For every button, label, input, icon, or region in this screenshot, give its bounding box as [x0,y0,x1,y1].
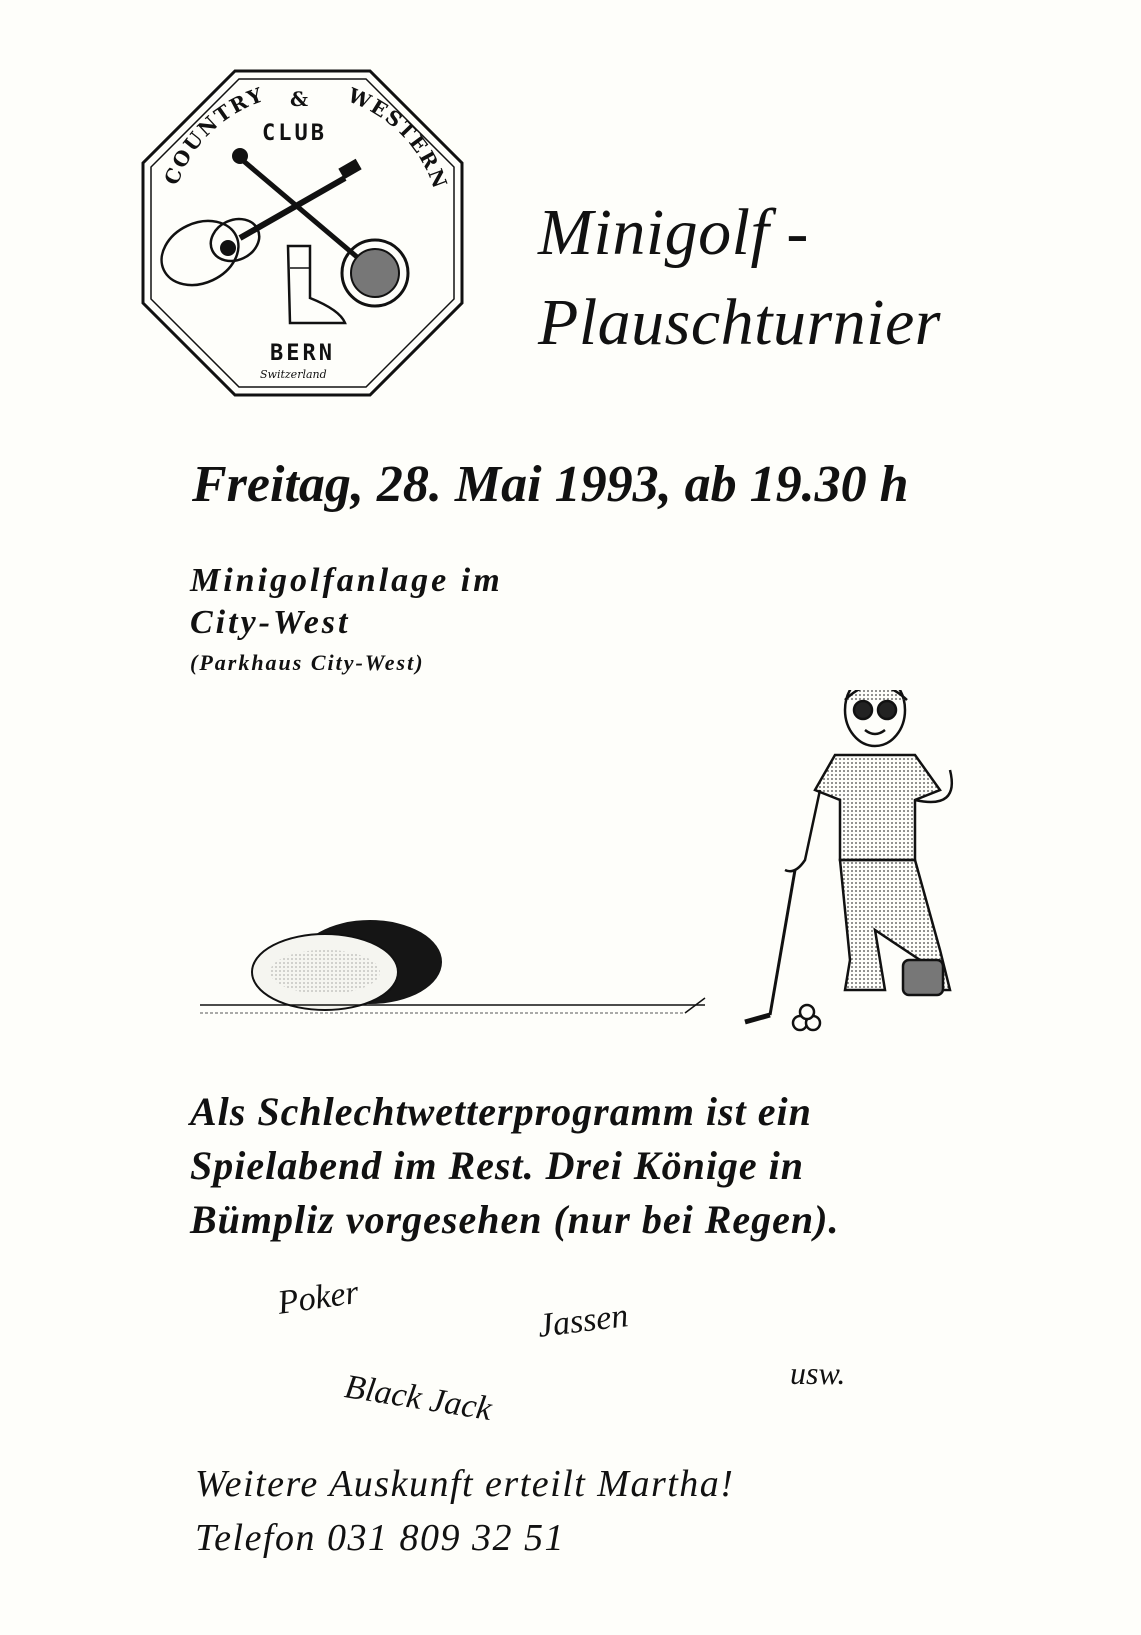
title-line-2: Plauschturnier [538,286,941,359]
golfer-icon [745,690,952,1030]
golf-obstacle-icon [200,920,705,1013]
event-date: Freitag, 28. Mai 1993, ab 19.30 h [192,456,909,513]
bad-weather-line-1: Als Schlechtwetterprogramm ist ein [190,1089,812,1134]
game-jassen: Jassen [535,1297,631,1345]
venue-line-3: (Parkhaus City-West) [190,650,425,675]
game-usw: usw. [790,1355,846,1391]
bad-weather-line-3: Bümpliz vorgesehen (nur bei Regen). [190,1197,840,1242]
title-line-1: Minigolf - [538,196,809,269]
contact-phone: Telefon 031 809 32 51 [195,1517,565,1559]
logo-text-bern: BERN [270,341,335,366]
contact-line-1: Weitere Auskunft erteilt Martha! [195,1463,735,1505]
minigolf-illustration [195,690,995,1070]
game-poker: Poker [275,1273,361,1322]
bad-weather-line-2: Spielabend im Rest. Drei Könige in [190,1143,805,1188]
logo-text-country: COUNTRY [159,82,268,189]
svg-text:COUNTRY [159,82,267,188]
bad-weather-text [190,1085,839,1247]
logo-text-western: WESTERN [344,82,453,194]
venue-line-2: City-West [190,604,351,641]
logo-text-switzerland: Switzerland [260,368,327,381]
game-black-jack: Black Jack [342,1368,495,1428]
venue-line-1: Minigolfanlage im [190,562,503,599]
boot-icon [288,246,345,323]
logo-text-amp: & [290,87,309,111]
club-logo [140,68,465,398]
logo-text-club: CLUB [262,121,327,146]
